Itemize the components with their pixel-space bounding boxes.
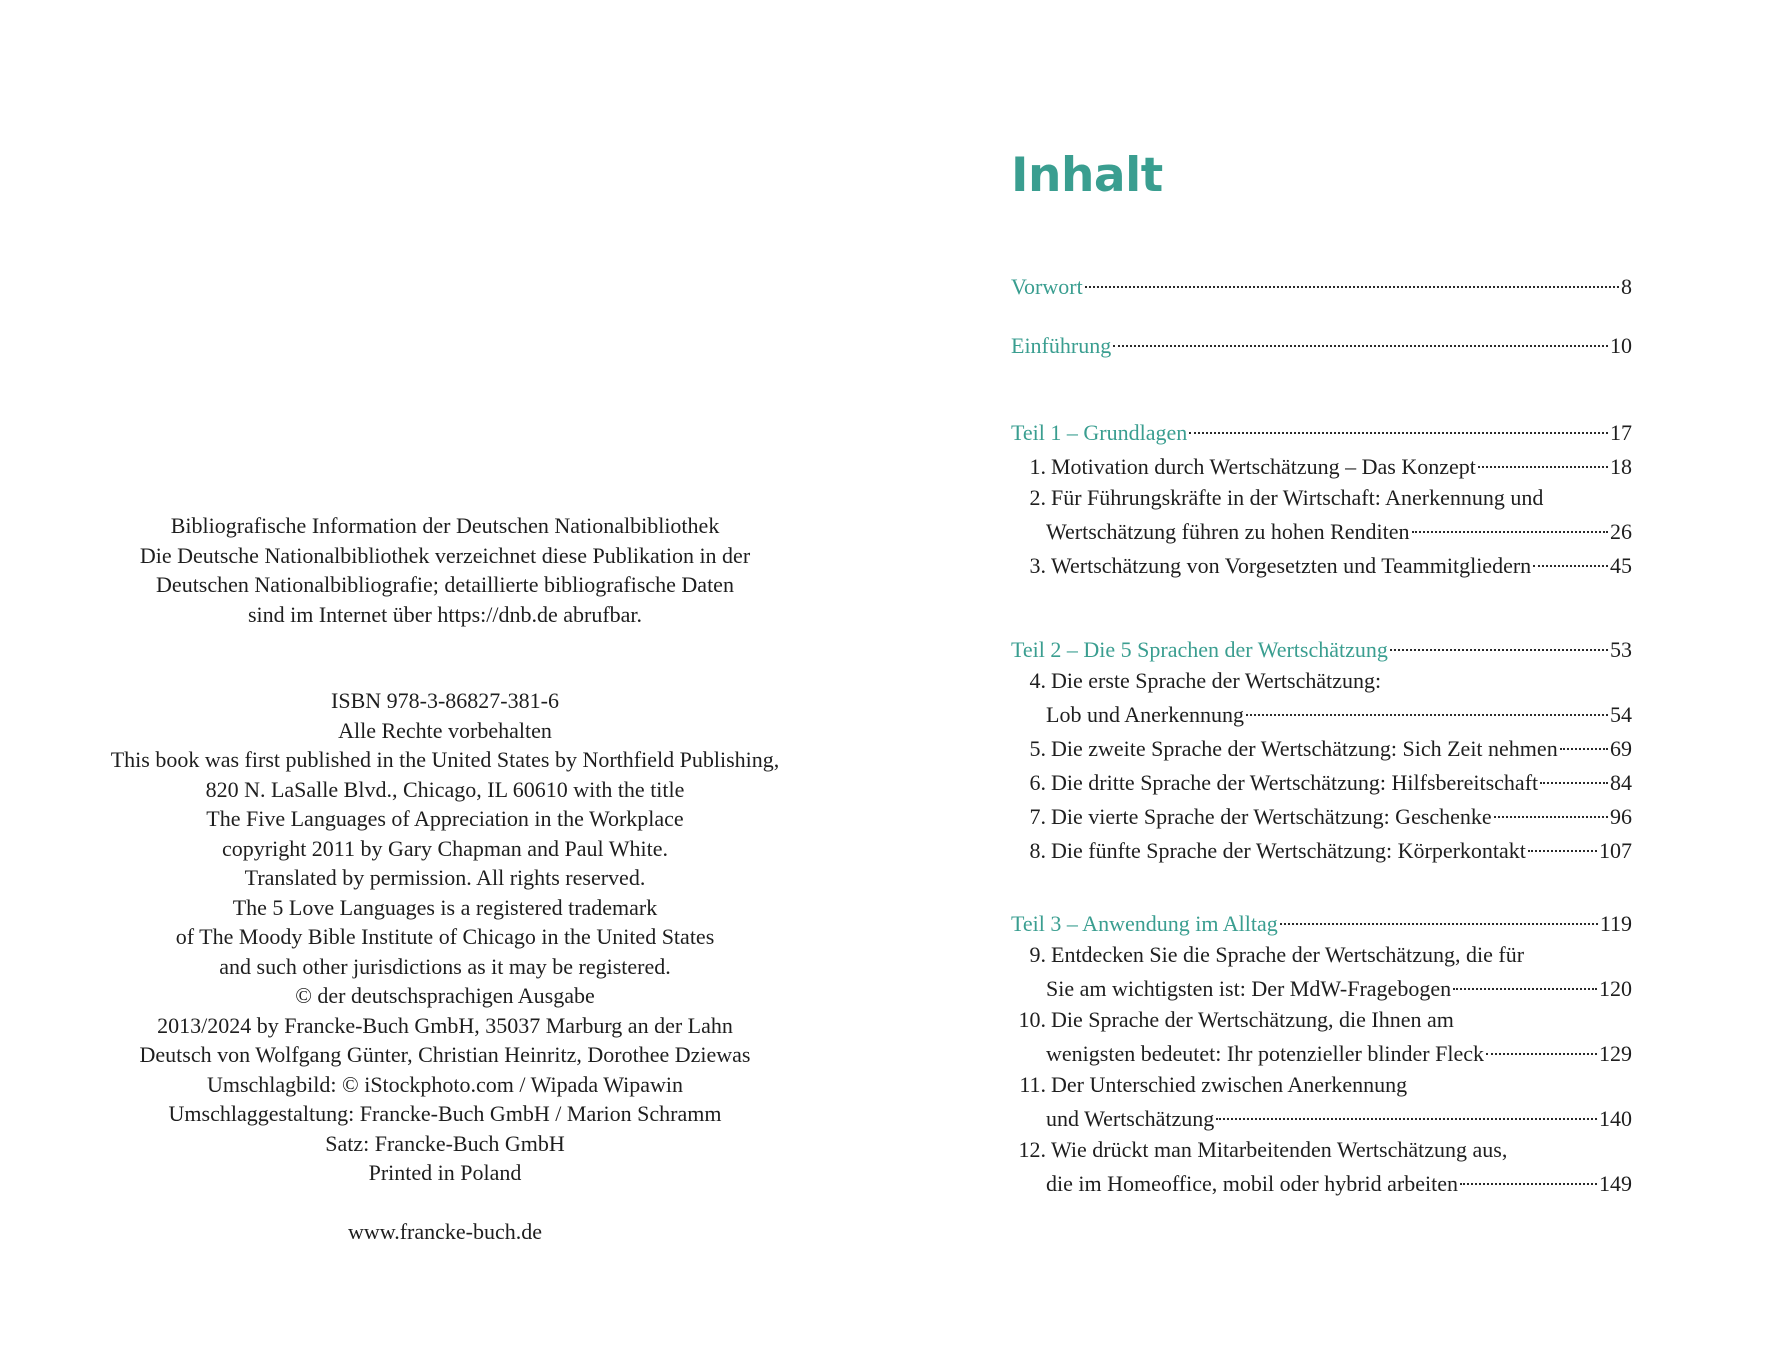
imprint-line: The 5 Love Languages is a registered trademark: [232, 894, 658, 920]
toc-entry-text: Vorwort: [1011, 274, 1083, 299]
toc-entry-text: Einführung: [1011, 333, 1112, 358]
chapter-number: 5.: [1029, 736, 1046, 761]
leader-dots: [1540, 758, 1608, 784]
toc-entry-text: Die zweite Sprache der Wertschätzung: Sich Zeit nehmen: [1051, 736, 1558, 761]
toc-page-number: 26: [1610, 519, 1632, 544]
toc-front-matter: [1011, 268, 1632, 302]
toc-entry-vorwort[interactable]: [1011, 268, 1632, 302]
imprint-line: © der deutschsprachigen Ausgabe: [295, 983, 595, 1008]
toc-page-number: 84: [1610, 770, 1632, 795]
rights-notice: [40, 686, 850, 1188]
toc-page-number: 8: [1621, 274, 1632, 299]
toc-part-heading[interactable]: [1011, 631, 1632, 665]
chapter-number: 4.: [1029, 668, 1046, 693]
toc-entry-text: Wertschätzung von Vorgesetzten und Teammitgliedern: [1051, 553, 1532, 578]
imprint-line: Umschlaggestaltung: Francke-Buch GmbH / Marion Schramm: [168, 1101, 722, 1126]
toc-entry-text: und Wertschätzung: [1046, 1106, 1215, 1131]
leader-dots: [1189, 408, 1608, 434]
chapter-number: 1.: [1029, 454, 1046, 479]
leader-dots: [1460, 1159, 1597, 1185]
toc-page-number: 129: [1599, 1041, 1632, 1066]
imprint-line: Printed in Poland: [368, 1160, 522, 1185]
toc-entry-text: Für Führungskräfte in der Wirtschaft: Anerkennung und: [1051, 485, 1544, 510]
toc-entry-text: Entdecken Sie die Sprache der Wertschätzung, die für: [1051, 942, 1525, 967]
toc-entry-einfuehrung[interactable]: [1011, 327, 1632, 361]
leader-dots: [1113, 321, 1608, 347]
chapter-number: 2.: [1029, 485, 1046, 510]
leader-dots: [1085, 262, 1619, 288]
leader-dots: [1494, 792, 1608, 818]
toc-page-number: 10: [1610, 333, 1632, 358]
leader-dots: [1390, 625, 1608, 651]
toc-page-number: 17: [1610, 420, 1632, 445]
toc-part-1: [1011, 414, 1632, 581]
chapter-number: 7.: [1029, 804, 1046, 829]
toc-entry-text: Teil 2 – Die 5 Sprachen der Wertschätzung: [1011, 637, 1388, 662]
toc-page-number: 120: [1599, 976, 1632, 1001]
imprint-line: Deutsch von Wolfgang Günter, Christian Heinritz, Dorothee Dziewas: [139, 1042, 751, 1067]
toc-chapter-12-cont[interactable]: [1011, 1165, 1632, 1199]
toc-page-number: 69: [1610, 736, 1632, 761]
toc-chapter-5[interactable]: [1011, 730, 1632, 764]
imprint-line: Translated by permission. All rights reserved.: [244, 865, 646, 890]
toc-entry-text: Die fünfte Sprache der Wertschätzung: Körperkontakt: [1051, 838, 1526, 863]
toc-part-2: [1011, 631, 1632, 866]
toc-entry-text: Wertschätzung führen zu hohen Renditen: [1046, 519, 1410, 544]
imprint-line: copyright 2011 by Gary Chapman and Paul White.: [221, 835, 669, 861]
website-url: www.francke-buch.de: [347, 1219, 543, 1244]
imprint-line: Bibliografische Information der Deutschen Nationalbibliothek: [170, 513, 720, 538]
leader-dots: [1216, 1094, 1597, 1120]
toc-chapter-3[interactable]: [1011, 547, 1632, 581]
toc-entry-text: Die Sprache der Wertschätzung, die Ihnen am: [1051, 1007, 1454, 1032]
leader-dots: [1486, 1029, 1597, 1055]
imprint-line: sind im Internet über https://dnb.de abrufbar.: [247, 601, 643, 627]
chapter-number: 12.: [1018, 1137, 1046, 1162]
toc-page-number: 53: [1610, 637, 1632, 662]
leader-dots: [1412, 507, 1608, 533]
imprint-line: The Five Languages of Appreciation in the Workplace: [206, 806, 684, 831]
leader-dots: [1478, 442, 1608, 468]
toc-entry-text: Die vierte Sprache der Wertschätzung: Geschenke: [1051, 804, 1492, 829]
toc-chapter-1[interactable]: [1011, 448, 1632, 482]
imprint-line: of The Moody Bible Institute of Chicago in the United States: [175, 924, 715, 949]
leader-dots: [1528, 826, 1597, 852]
toc-entry-text: Wie drückt man Mitarbeitenden Wertschätzung aus,: [1051, 1137, 1508, 1162]
toc-entry-text: Motivation durch Wertschätzung – Das Konzept: [1051, 454, 1476, 479]
toc-chapter-9-cont[interactable]: [1011, 970, 1632, 1004]
toc-part-heading[interactable]: [1011, 905, 1632, 939]
toc-page-number: 54: [1610, 702, 1632, 727]
toc-entry-text: Teil 1 – Grundlagen: [1011, 420, 1188, 445]
imprint-line: Deutschen Nationalbibliografie; detaillierte bibliografische Daten: [156, 572, 734, 597]
toc-intro: [1011, 327, 1632, 361]
toc-entry-text: wenigsten bedeutet: Ihr potenzieller blinder Fleck: [1046, 1041, 1485, 1066]
leader-dots: [1560, 724, 1608, 750]
imprint-line: Umschlagbild: © iStockphoto.com / Wipada Wipawin: [206, 1071, 684, 1097]
isbn: ISBN 978-3-86827-381-6: [331, 688, 559, 713]
page-title: Inhalt: [1011, 148, 1163, 203]
imprint-line: 2013/2024 by Francke-Buch GmbH, 35037 Marburg an der Lahn: [157, 1012, 733, 1038]
chapter-number: 11.: [1019, 1072, 1046, 1097]
chapter-number: 10.: [1018, 1007, 1046, 1032]
leader-dots: [1246, 690, 1608, 716]
toc-page-number: 18: [1610, 454, 1632, 479]
toc-chapter-4-cont[interactable]: [1011, 696, 1632, 730]
toc-entry-text: Sie am wichtigsten ist: Der MdW-Fragebogen: [1046, 976, 1452, 1001]
toc-chapter-10-cont[interactable]: [1011, 1035, 1632, 1069]
imprint-line: Die Deutsche Nationalbibliothek verzeichnet diese Publikation in der: [139, 542, 751, 568]
toc-entry-text: die im Homeoffice, mobil oder hybrid arbeiten: [1046, 1171, 1458, 1196]
chapter-number: 8.: [1029, 838, 1046, 863]
toc-chapter-8[interactable]: [1011, 832, 1632, 866]
toc-part-3: [1011, 905, 1632, 1199]
toc-entry-text: Der Unterschied zwischen Anerkennung: [1051, 1072, 1408, 1097]
toc-entry-text: Die erste Sprache der Wertschätzung:: [1051, 668, 1382, 693]
chapter-number: 3.: [1029, 553, 1046, 578]
imprint-line: Alle Rechte vorbehalten: [338, 717, 552, 743]
imprint-line: 820 N. LaSalle Blvd., Chicago, IL 60610 with the title: [205, 776, 685, 802]
leader-dots: [1453, 964, 1597, 990]
toc-entry-text: Die dritte Sprache der Wertschätzung: Hilfsbereitschaft: [1051, 770, 1539, 795]
leader-dots: [1280, 899, 1598, 925]
toc-chapter-11-cont[interactable]: [1011, 1100, 1632, 1134]
toc-page-number: 96: [1610, 804, 1632, 829]
chapter-number: 9.: [1029, 942, 1046, 967]
imprint-line: and such other jurisdictions as it may be registered.: [219, 953, 671, 979]
publisher-website: [40, 1217, 850, 1247]
toc-entry-text: Lob und Anerkennung: [1046, 702, 1244, 727]
contents-page: [886, 0, 1772, 1346]
toc-page-number: 45: [1610, 553, 1632, 578]
imprint-line: Satz: Francke-Buch GmbH: [325, 1130, 565, 1156]
bibliographic-info: [40, 511, 850, 629]
toc-page-number: 107: [1599, 838, 1632, 863]
toc-page-number: 119: [1599, 911, 1632, 936]
toc-page-number: 149: [1599, 1171, 1632, 1196]
toc-entry-text: Teil 3 – Anwendung im Alltag: [1011, 911, 1278, 936]
leader-dots: [1533, 541, 1608, 567]
chapter-number: 6.: [1029, 770, 1046, 795]
imprint-line: This book was first published in the United States by Northfield Publishing,: [110, 747, 780, 772]
toc-page-number: 140: [1599, 1106, 1632, 1131]
